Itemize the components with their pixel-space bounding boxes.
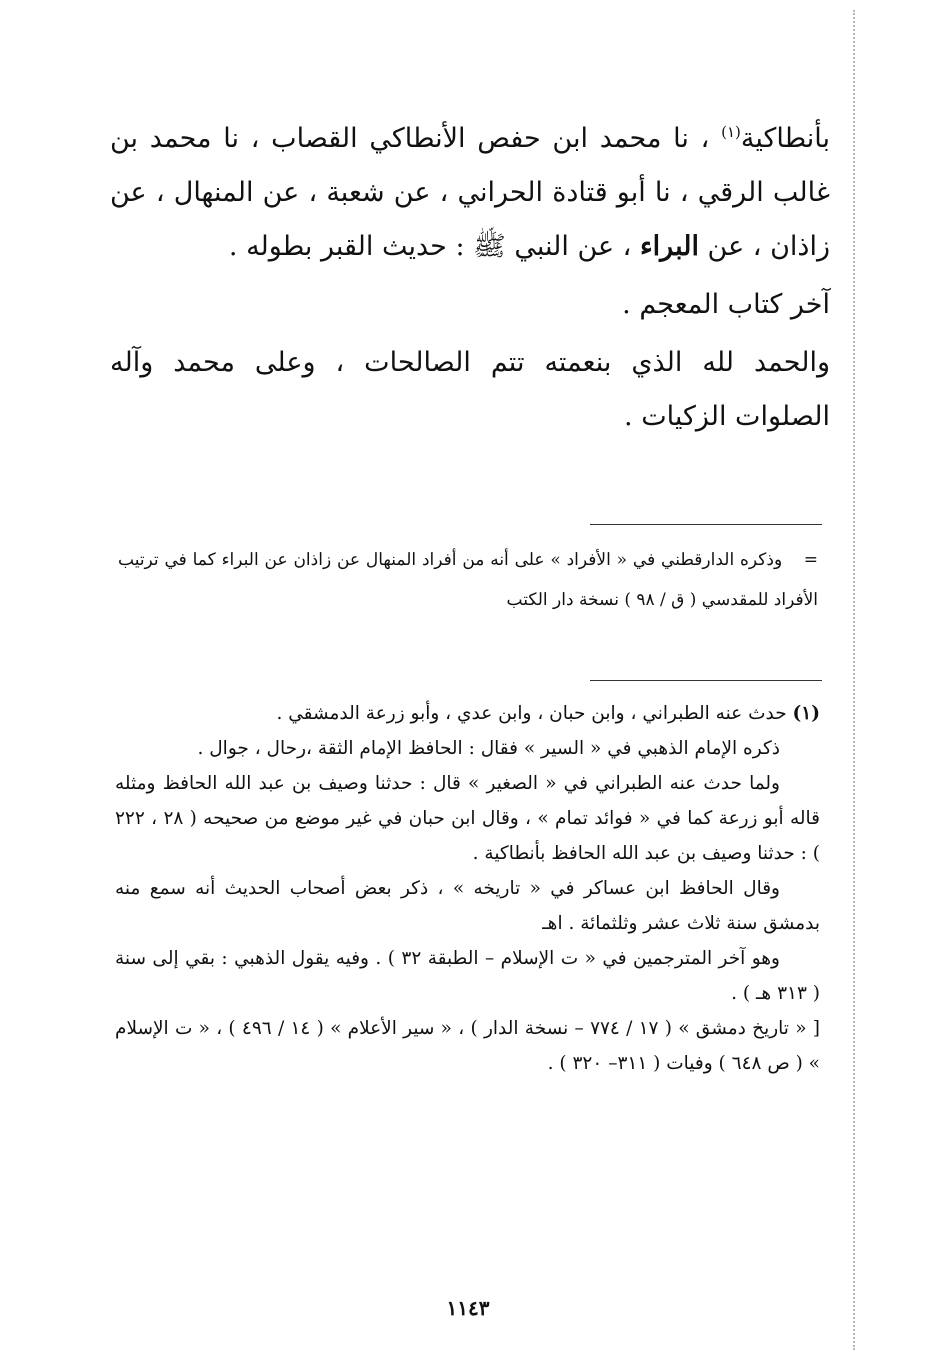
word-antakiya: بأنطاكية <box>740 123 830 154</box>
continuation-marker: = <box>803 550 818 570</box>
footnote-para-4: وقال الحافظ ابن عساكر في « تاريخه » ، ذكر بعض أصحاب الحديث أنه سمع منه بدمشق سنة ثلاث عشر وثلثمائة . اهـ <box>115 878 820 934</box>
closing-praise: والحمد لله الذي بنعمته تتم الصالحات ، وعلى محمد وآله الصلوات الزكيات . <box>110 347 830 432</box>
hadith-paragraph <box>110 112 830 274</box>
footnote-para-6: [ « تاريخ دمشق » ( ١٧ / ٧٧٤ – نسخة الدار ) ، « سير الأعلام » ( ١٤ / ٤٩٦ ) ، « ت الإسلام » ( ص ٦٤٨ ) وفيات ( ٣١١– ٣٢٠ ) . <box>115 1018 821 1074</box>
footnote-rule-top <box>590 524 822 525</box>
footnote-ref: (١) <box>721 123 741 141</box>
footnote-number: (١) <box>792 703 820 724</box>
name-bara: البراء <box>639 231 699 262</box>
footnote-para-2: ذكره الإمام الذهبي في « السير » فقال : الحافظ الإمام الثقة ،رحال ، جوال . <box>197 738 780 759</box>
scan-edge-dots <box>853 10 855 1350</box>
footnote-para-5: وهو آخر المترجمين في « ت الإسلام – الطبقة ٣٢ ) . وفيه يقول الذهبي : بقي إلى سنة ( ٣١٣ هـ ) . <box>115 948 820 1004</box>
footnote-1 <box>115 696 820 1081</box>
hadith-end: ، عن النبي ﷺ : حديث القبر بطوله . <box>228 231 640 262</box>
footnote-text-1: حدث عنه الطبراني ، وابن حبان ، وابن عدي ، وأبو زرعة الدمشقي . <box>276 703 793 724</box>
continuation-text: وذكره الدارقطني في « الأفراد » على أنه من أفراد المنهال عن زاذان عن البراء كما في ترتيب الأفراد للمقدسي ( ق / ٩٨ ) نسخة دار الكتب <box>118 550 818 610</box>
page-number: ١١٤٣ <box>446 1296 490 1320</box>
footnote-para-3: ولما حدث عنه الطبراني في « الصغير » قال : حدثنا وصيف بن عبد الله الحافظ ومثله قاله أبو زرعة كما في « فوائد تمام » ، وقال ابن حبان في غير موضع من صحيحه ( ٢٨ ، ٢٢٢ ) : حدثنا وصيف بن عبد الله الحافظ بأنطاكية . <box>115 773 820 864</box>
main-text <box>110 112 830 444</box>
footnote-continuation <box>118 540 818 620</box>
end-of-book: آخر كتاب المعجم . <box>622 289 830 320</box>
footnote-para-1 <box>115 696 820 731</box>
isnad-text: ، نا محمد ابن حفص الأنطاكي القصاب ، نا محمد بن غالب الرقي ، نا أبو قتادة الحراني ، عن شعبة ، عن المنهال ، عن زاذان ، عن <box>110 123 830 262</box>
footnote-rule <box>590 680 822 681</box>
